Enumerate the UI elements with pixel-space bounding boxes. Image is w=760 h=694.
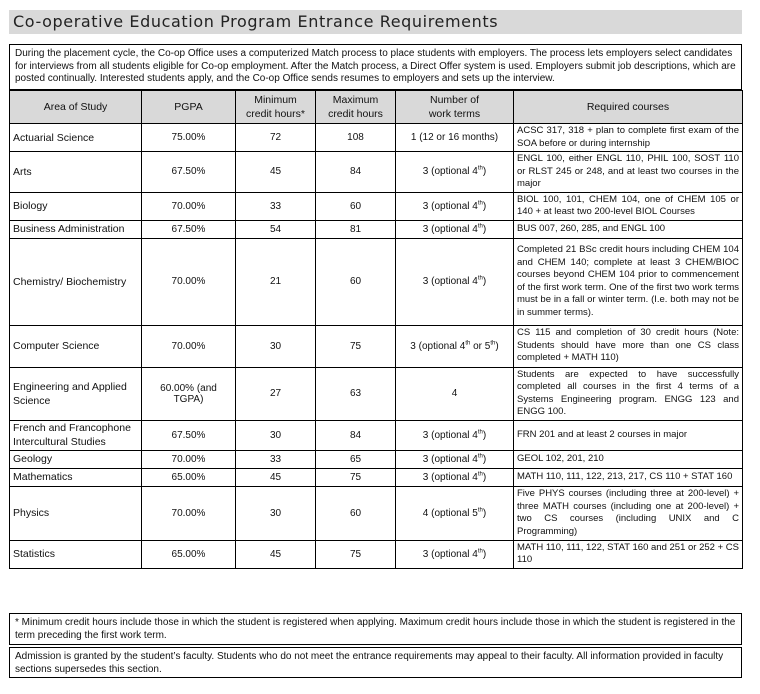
row-pgpa: 70.00% — [142, 238, 236, 325]
row-required-courses: MATH 110, 111, 122, 213, 217, CS 110 + STAT 160 — [514, 468, 743, 486]
row-min-credit: 33 — [236, 450, 316, 468]
header-min-line2: credit hours* — [246, 108, 305, 120]
row-max-credit: 60 — [316, 486, 396, 540]
row-min-credit: 33 — [236, 192, 316, 220]
row-work-terms: 3 (optional 4th) — [396, 192, 514, 220]
row-pgpa: 70.00% — [142, 325, 236, 367]
row-work-terms: 3 (optional 4th) — [396, 152, 514, 193]
row-work-terms: 3 (optional 4th) — [396, 540, 514, 568]
row-pgpa: 75.00% — [142, 124, 236, 152]
row-area: Engineering and Applied Science — [10, 367, 142, 420]
table-row — [10, 238, 743, 325]
row-pgpa: 65.00% — [142, 540, 236, 568]
row-required-courses: Five PHYS courses (including three at 200-level) + three MATH courses (including one at 200-level) + two CS courses (including UNIX and C Programming) — [514, 486, 743, 540]
row-area: Statistics — [10, 540, 142, 568]
row-area: Actuarial Science — [10, 124, 142, 152]
row-required-courses: Completed 21 BSc credit hours including CHEM 104 and CHEM 140; complete at least 3 CHEM/BIOC courses beyond CHEM 104 prior to commencement of the first work term. One of the first two work terms must be in a fall or winter term. (I.e. both may not be in summer terms). — [514, 238, 743, 325]
table-row — [10, 486, 743, 540]
row-required-courses: BIOL 100, 101, CHEM 104, one of CHEM 105 or 140 + at least two 200-level BIOL Courses — [514, 192, 743, 220]
header-required-courses: Required courses — [514, 91, 743, 124]
table-row — [10, 325, 743, 367]
row-min-credit: 30 — [236, 486, 316, 540]
row-work-terms: 3 (optional 4th or 5th) — [396, 325, 514, 367]
header-min-credit — [236, 91, 316, 124]
row-area: Business Administration — [10, 220, 142, 238]
row-pgpa: 65.00% — [142, 468, 236, 486]
row-required-courses: ACSC 317, 318 + plan to complete first exam of the SOA before or during internship — [514, 124, 743, 152]
row-area: Arts — [10, 152, 142, 193]
row-max-credit: 108 — [316, 124, 396, 152]
row-pgpa: 70.00% — [142, 192, 236, 220]
row-min-credit: 21 — [236, 238, 316, 325]
row-area: French and Francophone Intercultural Studies — [10, 420, 142, 450]
row-area: Chemistry/ Biochemistry — [10, 238, 142, 325]
row-max-credit: 65 — [316, 450, 396, 468]
row-pgpa: 67.50% — [142, 152, 236, 193]
row-work-terms: 3 (optional 4th) — [396, 468, 514, 486]
row-pgpa: 67.50% — [142, 220, 236, 238]
row-max-credit: 75 — [316, 540, 396, 568]
header-work-terms — [396, 91, 514, 124]
row-required-courses: BUS 007, 260, 285, and ENGL 100 — [514, 220, 743, 238]
row-required-courses: Students are expected to have successfully completed all courses in the first 4 terms of a Systems Engineering program. ENGG 123 and ENGG 100. — [514, 367, 743, 420]
header-max-credit — [316, 91, 396, 124]
table-row — [10, 420, 743, 450]
row-pgpa: 60.00% (and TGPA) — [142, 367, 236, 420]
table-row — [10, 450, 743, 468]
row-required-courses: FRN 201 and at least 2 courses in major — [514, 420, 743, 450]
table-row — [10, 124, 743, 152]
page-title: Co-operative Education Program Entrance Requirements — [9, 10, 742, 34]
row-work-terms: 4 (optional 5th) — [396, 486, 514, 540]
row-pgpa: 70.00% — [142, 450, 236, 468]
row-work-terms: 4 — [396, 367, 514, 420]
table-row — [10, 540, 743, 568]
row-min-credit: 27 — [236, 367, 316, 420]
header-max-line1: Maximum — [332, 94, 379, 106]
table-body — [10, 124, 743, 569]
header-pgpa: PGPA — [142, 91, 236, 124]
requirements-table — [9, 90, 743, 569]
table-row — [10, 152, 743, 193]
row-required-courses: CS 115 and completion of 30 credit hours (Note: Students should have more than one CS class completed + MATH 110) — [514, 325, 743, 367]
row-max-credit: 63 — [316, 367, 396, 420]
header-area: Area of Study — [10, 91, 142, 124]
header-max-line2: credit hours — [328, 108, 383, 120]
row-pgpa: 70.00% — [142, 486, 236, 540]
row-area: Physics — [10, 486, 142, 540]
table-row — [10, 367, 743, 420]
table-row — [10, 468, 743, 486]
row-min-credit: 72 — [236, 124, 316, 152]
header-terms-line2: work terms — [428, 108, 481, 120]
table-header-row — [10, 91, 743, 124]
row-min-credit: 30 — [236, 325, 316, 367]
row-min-credit: 45 — [236, 468, 316, 486]
intro-paragraph: During the placement cycle, the Co-op Office uses a computerized Match process to place students with employers. The process lets employers select candidates for interviews from all students eligible for Co-op employment. After the Match process, a Direct Offer system is used. Employers submit job descriptions, which are posted continually. Interested students apply, and the Co-op Office sends resumes to employers and sets up the interview. — [9, 44, 742, 90]
row-required-courses: GEOL 102, 201, 210 — [514, 450, 743, 468]
row-work-terms: 3 (optional 4th) — [396, 420, 514, 450]
header-terms-line1: Number of — [429, 94, 480, 106]
row-min-credit: 54 — [236, 220, 316, 238]
row-max-credit: 84 — [316, 420, 396, 450]
row-max-credit: 60 — [316, 238, 396, 325]
row-area: Biology — [10, 192, 142, 220]
table-row — [10, 220, 743, 238]
row-work-terms: 3 (optional 4th) — [396, 220, 514, 238]
row-area: Mathematics — [10, 468, 142, 486]
header-min-line1: Minimum — [254, 94, 297, 106]
row-work-terms: 3 (optional 4th) — [396, 450, 514, 468]
admission-note: Admission is granted by the student’s faculty. Students who do not meet the entrance requirements may appeal to their faculty. All information provided in faculty sections supersedes this section. — [9, 647, 742, 678]
row-max-credit: 75 — [316, 468, 396, 486]
row-area: Geology — [10, 450, 142, 468]
table-row — [10, 192, 743, 220]
row-max-credit: 84 — [316, 152, 396, 193]
row-min-credit: 45 — [236, 152, 316, 193]
row-work-terms: 3 (optional 4th) — [396, 238, 514, 325]
row-required-courses: MATH 110, 111, 122, STAT 160 and 251 or 252 + CS 110 — [514, 540, 743, 568]
row-max-credit: 75 — [316, 325, 396, 367]
row-max-credit: 60 — [316, 192, 396, 220]
row-min-credit: 45 — [236, 540, 316, 568]
row-work-terms: 1 (12 or 16 months) — [396, 124, 514, 152]
row-min-credit: 30 — [236, 420, 316, 450]
row-max-credit: 81 — [316, 220, 396, 238]
row-required-courses: ENGL 100, either ENGL 110, PHIL 100, SOST 110 or RLST 245 or 248, and at least two courses in the major — [514, 152, 743, 193]
row-area: Computer Science — [10, 325, 142, 367]
row-pgpa: 67.50% — [142, 420, 236, 450]
footnote: * Minimum credit hours include those in which the student is registered when applying. Maximum credit hours include those in which the student is registered in the term preceding the first work term. — [9, 613, 742, 645]
